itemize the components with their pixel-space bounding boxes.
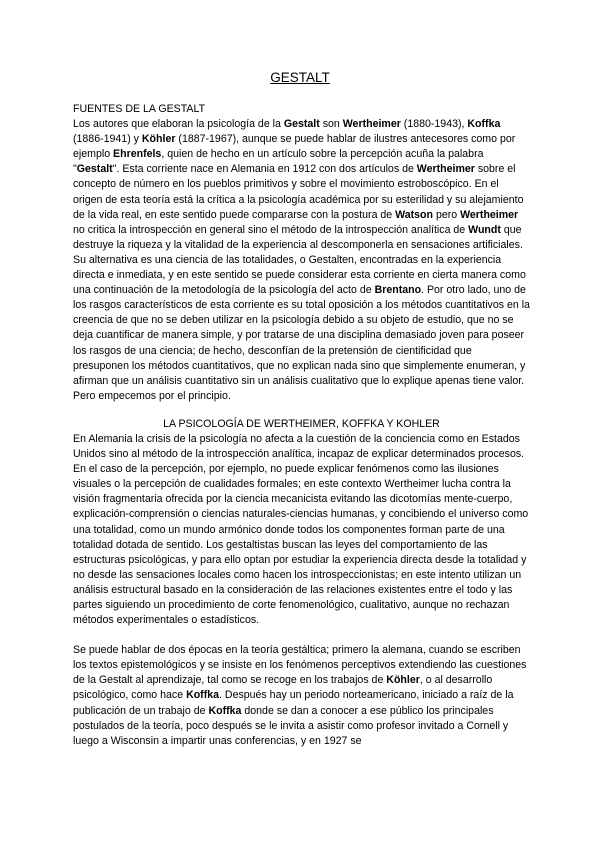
paragraph-psicologia-2: Se puede hablar de dos épocas en la teoría gestáltica; primero la alemana, cuando se escriben los textos epistemológicos y se insiste en los fenómenos perceptivos extendiendo las cuestiones de la Gestalt al aprendizaje, tal como se recoge en los trabajos de Köhler, o al desarrollo psicológico, como hace Koffka. Después hay un periodo norteamericano, iniciado a raíz de la publicación de un trabajo de Koffka donde se dan a conocer a ese público los principales postulados de la teoría, poco después se le invita a asistir como profesor invitado a Cornell y luego a Wisconsin a impartir unas conferencias, y en 1927 se — [73, 644, 527, 747]
paragraph-fuentes: Los autores que elaboran la psicología de la Gestalt son Wertheimer (1880-1943), Koffka (1886-1941) y Köhler (1887-1967), aunque se puede hablar de ilustres antecesores como por ejemplo Ehrenfels, quien de hecho en un artículo sobre la percepción acuña la palabra "Gestalt". Esta corriente nace en Alemania en 1912 con dos artículos de Wertheimer sobre el concepto de número en los pueblos primitivos y sobre el movimiento estroboscópico. En el origen de esta teoría está la crítica a la psicología académica por su esterilidad y su alejamiento de la vida real, en este sentido puede compararse con la postura de Watson pero Wertheimer no critica la introspección en general sino el método de la introspección analítica de Wundt que destruye la riqueza y la vitalidad de la experiencia al descomponerla en sensaciones artificiales. Su alternativa es una ciencia de las totalidades, o Gestalten, encontradas en la experiencia directa e inmediata, y en este sentido se puede considerar esta corriente en cierta manera como una continuación de la metodología de la psicología del acto de Brentano. Por otro lado, uno de los rasgos característicos de esta corriente es su total oposición a los métodos cuantitativos en la creencia de que no se deben utilizar en la psicología debido a su objeto de estudio, que no se deja cuantificar de manera simple, y por tratarse de una disciplina demasiado joven para poseer los rasgos de una ciencia; de hecho, desconfían de la pretensión de cientificidad que presuponen los métodos cuantitativos, que no explican nada sino que simplemente enumeran, y afirman que un análisis cuantitativo sin un análisis cualitativo que lo explique apenas tiene valor. Pero empecemos por el principio. — [73, 118, 530, 402]
section-heading-psicologia: LA PSICOLOGÍA DE WERTHEIMER, KOFFKA Y KOHLER — [163, 417, 440, 430]
document-body — [73, 102, 530, 749]
section-heading-fuentes: FUENTES DE LA GESTALT — [73, 103, 206, 115]
paragraph-psicologia-1: En Alemania la crisis de la psicología no afecta a la cuestión de la conciencia como en Estados Unidos sino al método de la introspección analítica, incapaz de explicar determinados procesos. En el caso de la percepción, por ejemplo, no puede explicar fenómenos como las ilusiones visuales o la percepción de cualidades formales; en este contexto Wertheimer lucha contra la visión fragmentaria ofrecida por la ciencia mecanicista evitando las dicotomías mente-cuerpo, explicación-comprensión o ciencias naturales-ciencias humanas, y concibiendo el universo como una totalidad, como un mundo armónico donde todos los componentes forman parte de una totalidad dotada de sentido. Los gestaltistas buscan las leyes del comportamiento de las estructuras psicológicas, y para ello optan por estudiar la experiencia directa desde la totalidad y no desde las sensaciones locales como hacen los introspeccionistas; en este intento utilizan un análisis estructural basado en la consideración de las relaciones existentes entre el todo y las partes siguiendo un procedimiento de corte fenomenológico, cualitativo, aunque no rechazan métodos experimentales o estadísticos. — [73, 432, 529, 627]
page-title: GESTALT — [270, 70, 330, 85]
